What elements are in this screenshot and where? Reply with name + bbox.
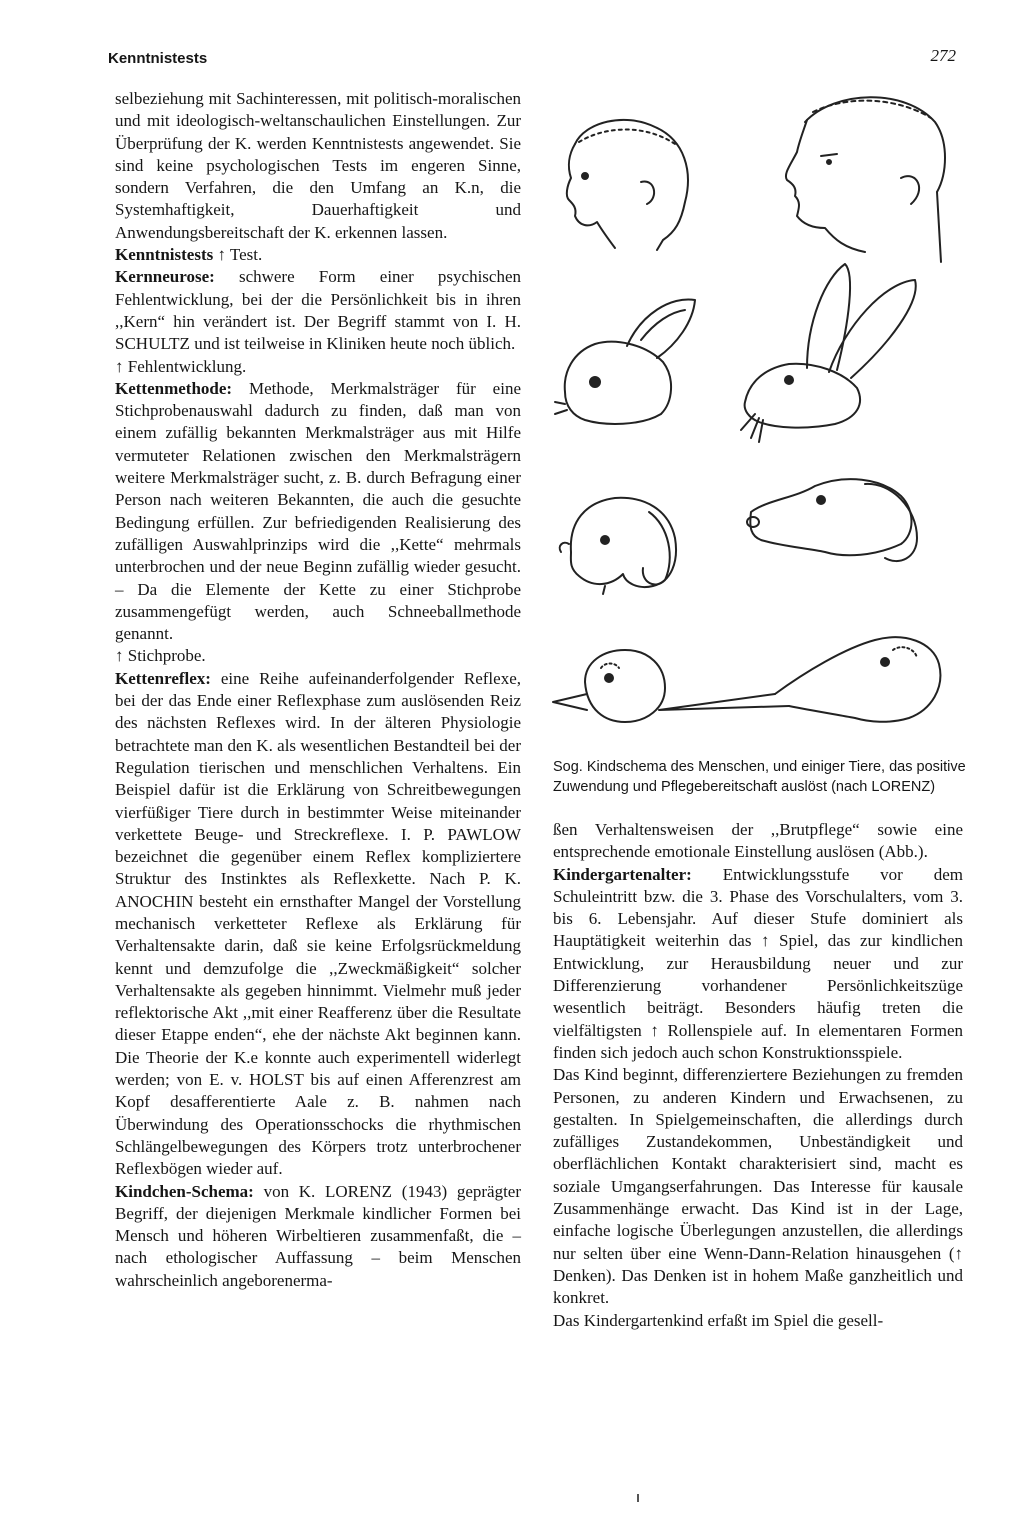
young-rabbit-illustration: [555, 299, 695, 423]
entry-term: Kindergartenalter:: [553, 864, 692, 884]
entry-kindergartenalter: [553, 864, 963, 1065]
entry-term: Kindchen-Schema:: [115, 1181, 254, 1201]
left-column: [115, 88, 521, 1292]
entry-text: ↑ Test.: [217, 245, 263, 265]
puppy-illustration: [560, 498, 676, 594]
adult-duck-illustration: [659, 637, 940, 722]
child-head-illustration: [567, 120, 688, 250]
entry-text: schwere Form einer psychischen Fehlentwicklung, bei der die Persönlichkeit bis in ihren ,,Kern“ hin verändert ist. Der Begriff stammt von I. H. SCHULTZ und ist teilweise in Kliniken heute noch üblich.: [115, 267, 521, 354]
cross-reference: ↑ Fehlentwicklung.: [115, 356, 247, 376]
entry-kettenreflex: [115, 668, 521, 1181]
running-head: Kenntnistests: [108, 50, 208, 67]
entry-text: eine Reihe aufeinanderfolgender Reflexe, bei der das Ende einer Reflexphase zum auslösenden Reiz des nächsten Reflexes wird. In der älteren Physiologie betrachtete man den K. als wesentlichen Bestandteil bei der Regulation tierischen und menschlichen Verhaltens. Ein Beispiel dafür ist die Erklärung von Schreitbewegungen vierfüßiger Tiere durch in bestimmter Weise miteinander verkettete Beuge- und Streckreflexe. I. P. PAWLOW bezeichnet die gegenüber einem Reflex kompliziertere Struktur des Instinktes als Reflexkette. Nach P. K. ANOCHIN besteht ein ernsthafter Mangel der Vorstellung mechanisch verketteter Reflexe als Erklärung für Verhaltensakte darin, daß sie keine Erfolgsrückmeldung kennt und demzufolge die ,,Zweckmäßigkeit“ solcher Verhaltensakte als gegeben hinnimmt. Vielmehr muß jeder reflektorische Akt ,,mit einer Reafferenz über die Resultate dieser Etappe enden“, ehe der nächste Akt beginnen kann. Die Theorie der K.e konnte auch experimentell widerlegt werden; von E. v. HOLST bis auf einen Afferenzrest am Kopf desafferentierte Aale z. B. nahmen nach Überwindung des Operationsschocks die rhythmischen Schlängelbewegungen des Körpers trotz unterbrochener Reflexbögen wieder auf.: [115, 668, 521, 1179]
continuation-paragraph: ßen Verhaltensweisen der ,,Brutpflege“ sowie eine entsprechende emotionale Einstellung auslösen (Abb.).: [553, 820, 963, 862]
print-mark: [637, 1494, 639, 1502]
adult-dog-illustration: [747, 479, 917, 561]
intro-paragraph: selbeziehung mit Sachinteressen, mit politisch-moralischen und mit ideologisch-weltanschaulichen Einstellungen. Zur Überprüfung der K. werden Kenntnistests angewendet. Sie sind keine psychologischen Tests im engeren Sinne, sondern Verfahren, die den Umfang an K.n, die Systemhaftigkeit, Dauerhaftigkeit und Anwendungsbereitschaft der K. erkennen lassen.: [115, 89, 521, 242]
entry-text: Methode, Merkmalsträger für eine Stichprobenauswahl dadurch zu finden, daß man von einem zufällig bekannten Merkmalsträger aus mit Hilfe vermuteter Relationen zwischen den Merkmalsträgern weitere Merkmalsträger sucht, z. B. durch Befragung einer Person nach weiteren Bekannten, die auch die gesuchte Bedingung erfüllen. Zur befriedigenden Realisierung des zufälligen Auswahlprinzips wird die ,,Kette“ mehrmals unterbrochen und der neue Beginn zufällig wieder gesucht. – Da die Elemente der Kette zu einer Stichprobe zusammengefügt werden, auch Schneeballmethode genannt.: [115, 378, 521, 644]
head-illustrations: [545, 82, 965, 742]
kindchenschema-figure: [545, 82, 965, 742]
cross-reference: ↑ Stichprobe.: [115, 646, 206, 666]
duckling-illustration: [553, 650, 665, 722]
adult-hare-illustration: [741, 264, 916, 442]
page-number: 272: [930, 46, 956, 65]
entry-kettenmethode: [115, 378, 521, 668]
figure-caption: Sog. Kindschema des Menschen, und einiger Tiere, das positive Zuwendung und Pflegebereitschaft auslöst (nach LORENZ): [553, 759, 966, 795]
entry-text: von K. LORENZ (1943) geprägter Begriff, der diejenigen Merkmale kindlicher Formen bei Mensch und höheren Wirbeltieren zusammenfaßt, die – nach ethologischer Auffassung – beim Menschen wahrscheinlich angeborenerma-: [115, 1181, 522, 1290]
entry-text: Entwicklungsstufe vor dem Schuleintritt bzw. die 3. Phase des Vorschulalters, vom 3. bis 6. Lebensjahr. Auf dieser Stufe dominiert als Hauptätigkeit weiterhin das ↑ Spiel, das zur kindlichen Entwicklung, zur Herausbildung neuer und zur Differenzierung vorhandener Persönlichkeitszüge wesentlich beiträgt. Besonders häufig treten die vielfältigsten ↑ Rollenspiele auf. In elementaren Formen finden sich jedoch auch schon Konstruktionsspiele.: [553, 864, 964, 1062]
right-column: [553, 819, 963, 1332]
entry-kernneurose: [115, 266, 521, 377]
entry-term: Kettenmethode:: [115, 378, 233, 398]
paragraph: Das Kind beginnt, differenziertere Beziehungen zu fremden Personen, zu anderen Kindern und Erwachsenen, zu gestalten. In Spielgemeinschaften, die allerdings durch zufälliges Zustandekommen, Unbeständigkeit und oberflächlichen Kontakt charakterisiert sind, macht es soziale Umgangserfahrungen. Das Interesse für kausale Zusammenhänge erwacht. Das Kind ist in der Lage, einfache logische Überlegungen anzustellen, die allerdings nur selten über eine Wenn-Dann-Relation hinausgehen (↑ Denken). Das Denken ist in hohem Maße ganzheitlich und konkret.: [553, 1065, 963, 1308]
entry-term: Kettenreflex:: [115, 668, 211, 688]
entry-term: Kernneurose:: [115, 267, 215, 287]
paragraph: Das Kindergartenkind erfaßt im Spiel die gesell-: [553, 1310, 884, 1330]
adult-head-illustration: [786, 97, 945, 262]
entry-term: Kenntnistests: [115, 245, 214, 265]
entry-kindchen-schema: [115, 1181, 521, 1292]
entry-kenntnistests: [115, 244, 521, 266]
